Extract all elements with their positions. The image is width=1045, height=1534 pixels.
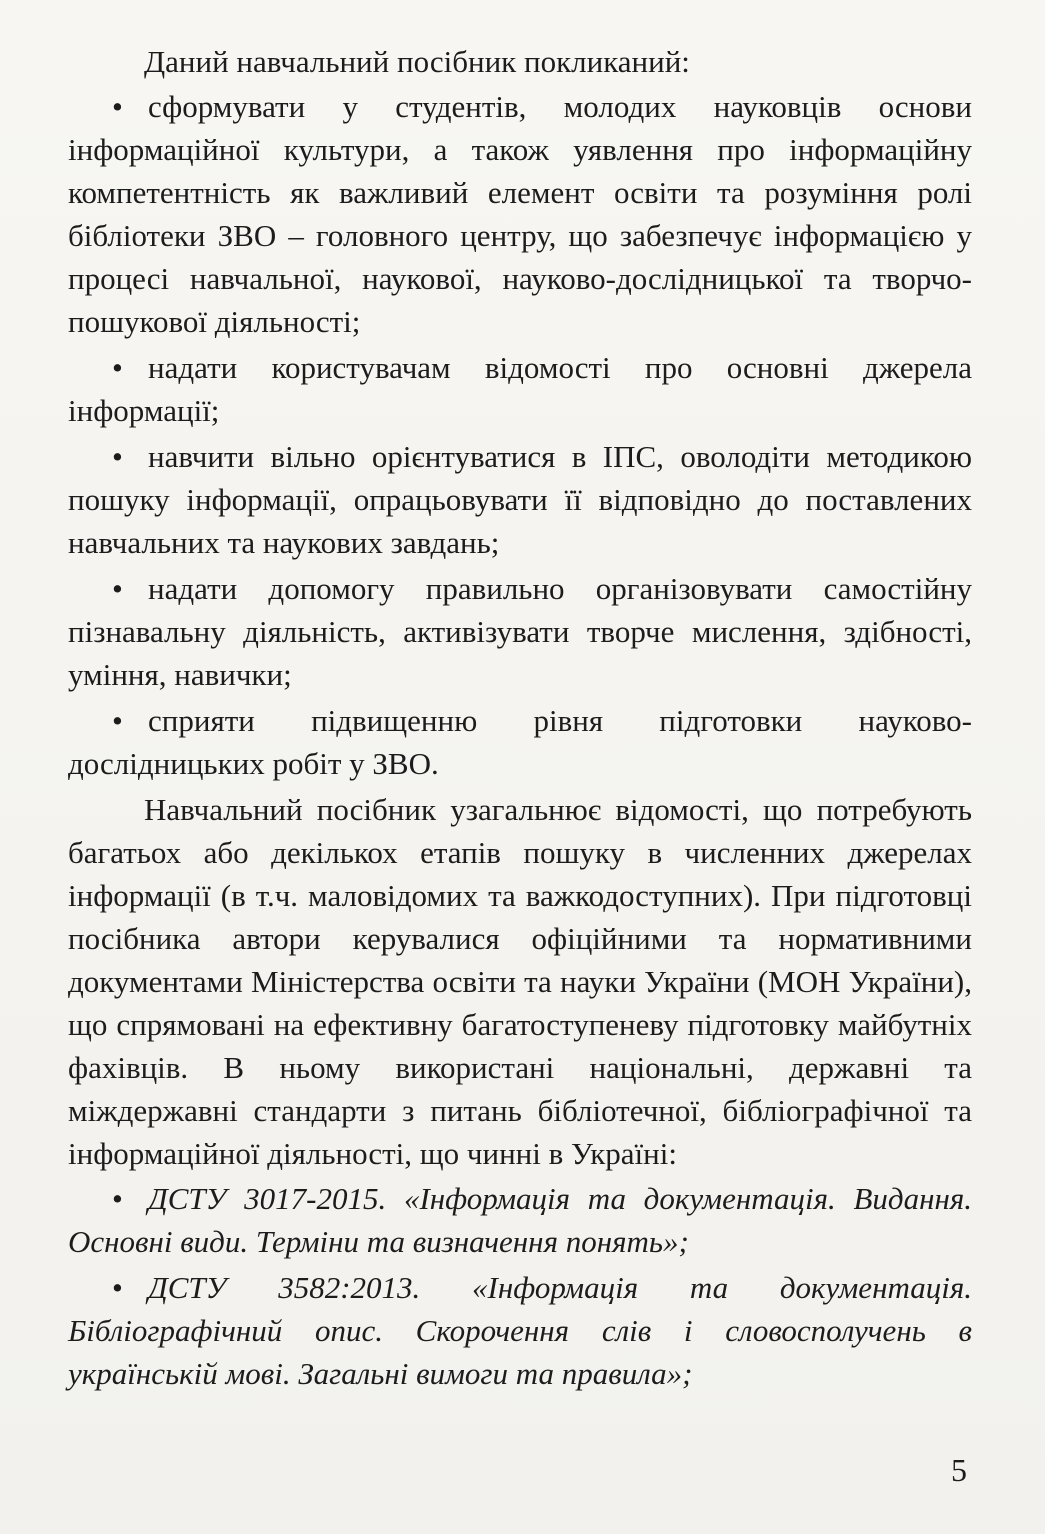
bullet-icon: • xyxy=(112,703,123,738)
bullet-icon: • xyxy=(112,350,123,385)
bullet-icon: • xyxy=(112,89,123,124)
aim-item xyxy=(68,85,972,343)
bullet-icon: • xyxy=(112,439,123,474)
aim-item xyxy=(68,435,972,564)
bullet-icon: • xyxy=(112,1270,123,1305)
aim-item xyxy=(68,699,972,785)
bullet-icon: • xyxy=(112,571,123,606)
page-number: 5 xyxy=(951,1452,967,1488)
aim-text: надати допомогу правильно організовувати самостійну пізнавальну діяльність, активізувати творче мислення, здібності, уміння, навички; xyxy=(68,571,972,692)
standard-text: ДСТУ 3017-2015. «Інформація та документація. Видання. Основні види. Терміни та визначення понять»; xyxy=(68,1181,972,1259)
standard-item xyxy=(68,1266,972,1395)
aim-text: навчити вільно орієнтуватися в ІПС, оволодіти методикою пошуку інформації, опрацьовувати її відповідно до поставлених навчальних та наукових завдань; xyxy=(68,439,972,560)
standards-list xyxy=(68,1177,972,1395)
aim-text: надати користувачам відомості про основні джерела інформації; xyxy=(68,350,972,428)
page-content xyxy=(68,40,972,1398)
bullet-icon: • xyxy=(112,1181,123,1216)
intro-paragraph: Даний навчальний посібник покликаний: xyxy=(144,44,690,79)
standard-item xyxy=(68,1177,972,1263)
summary-paragraph: Навчальний посібник узагальнює відомості, що потребують багатьох або декількох етапів пошуку в численних джерелах інформації (в т.ч. маловідомих та важкодоступних). При підготовці посібника автори керувалися офіційними та нормативними документами Міністерства освіти та науки України (МОН України), що спрямовані на ефективну багатоступеневу підготовку майбутніх фахівців. В ньому використані національні, державні та міждержавні стандарти з питань бібліотечної, бібліографічної та інформаційної діяльності, що чинні в Україні: xyxy=(68,792,972,1171)
aim-item xyxy=(68,346,972,432)
aim-text: сформувати у студентів, молодих науковців основи інформаційної культури, а також уявлення про інформаційну компетентність як важливий елемент освіти та розуміння ролі бібліотеки ЗВО – головного центру, що забезпечує інформацією у процесі навчальної, наукової, науково-дослідницької та творчо-пошукової діяльності; xyxy=(68,89,972,339)
aim-text: сприяти підвищенню рівня підготовки науково-дослідницьких робіт у ЗВО. xyxy=(68,703,972,781)
aims-list xyxy=(68,85,972,785)
aim-item xyxy=(68,567,972,696)
standard-text: ДСТУ 3582:2013. «Інформація та документація. Бібліографічний опис. Скорочення слів і словосполучень в українській мові. Загальні вимоги та правила»; xyxy=(68,1270,972,1391)
